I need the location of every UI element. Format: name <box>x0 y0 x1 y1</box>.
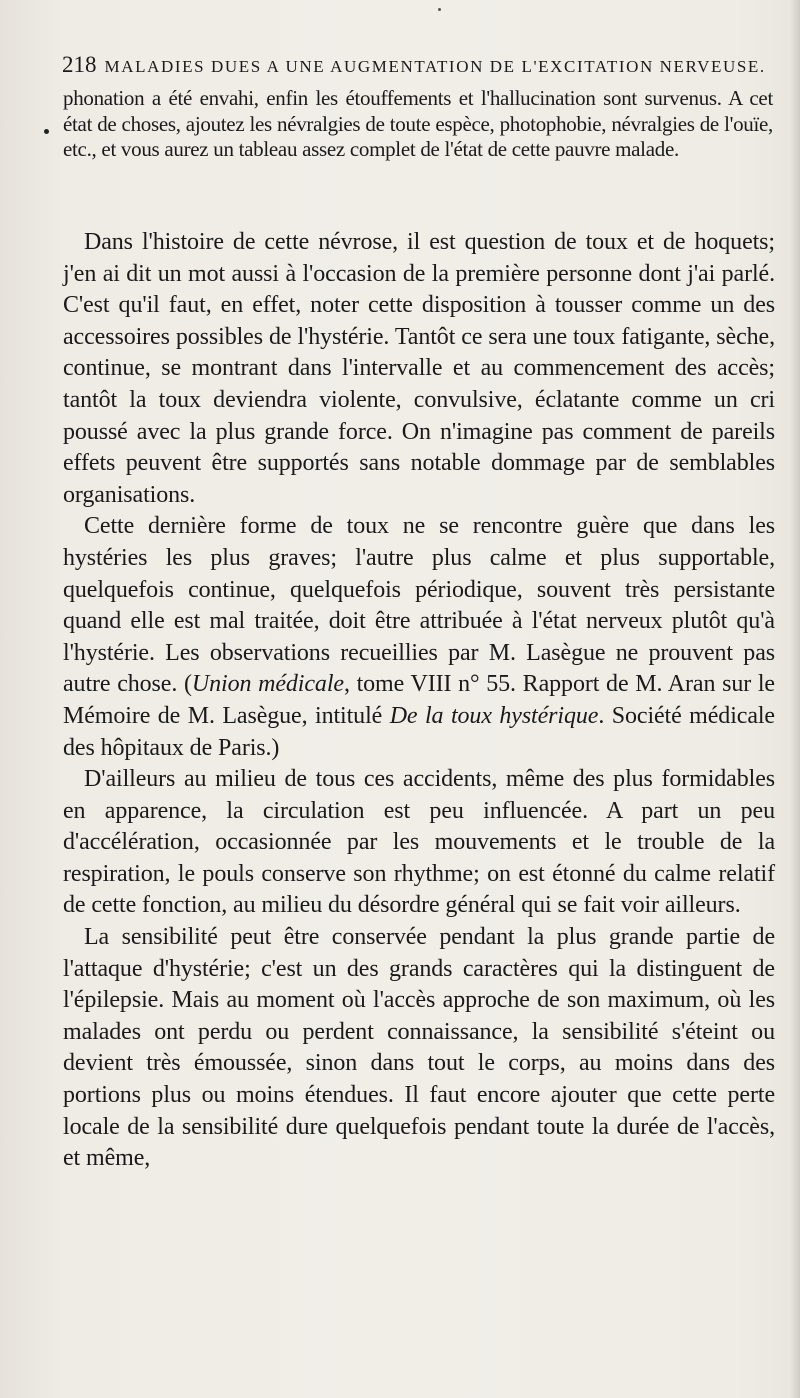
journal-title: Union médicale <box>191 671 344 698</box>
page-number: 218 <box>62 52 97 77</box>
margin-mark <box>44 129 49 134</box>
page-edge-shadow <box>790 0 800 1398</box>
paragraph-sensibilite: La sensibilité peut être conservée pendant la plus grande partie de l'attaque d'hystérie; c'est un des grands caractères qui la distinguent de l'épilepsie. Mais au moment où l'accès approche de son maximum, où les malades ont perdu ou perdent connaissance, la sensibilité s'éteint ou devient très émoussée, sinon dans tout le corps, au moins dans des portions plus ou moins étendues. Il faut encore ajouter que cette perte locale de la sensibilité dure quelquefois pendant toute la durée de l'accès, et même, <box>63 924 775 1172</box>
paragraph-circulation: D'ailleurs au milieu de tous ces accidents, même des plus formidables en apparence, la circulation est peu influencée. A part un peu d'accélération, occasionnée par les mouvements et le trouble de la respiration, le pouls conserve son rhythme; on est étonné du calme relatif de cette fonction, au milieu du désordre général qui se fait voir ailleurs. <box>63 766 775 919</box>
page-header <box>62 52 782 84</box>
running-title: MALADIES DUES A UNE AUGMENTATION DE L'EXCITATION NERVEUSE. <box>104 57 766 76</box>
paragraph-toux: Dans l'histoire de cette névrose, il est question de toux et de hoquets; j'en ai dit un mot aussi à l'occasion de la première personne dont j'ai parlé. C'est qu'il faut, en effet, noter cette disposition à tousser comme un des accessoires possibles de l'hystérie. Tantôt ce sera une toux fatigante, sèche, continue, se montrant dans l'intervalle et au commencement des accès; tantôt la toux deviendra violente, convulsive, éclatante comme un cri poussé avec la plus grande force. On n'imagine pas comment de pareils effets peuvent être supportés sans notable dommage par de semblables organisations. <box>63 229 775 508</box>
print-speck <box>438 8 441 11</box>
paragraph-text: Cette dernière forme de toux ne se rencontre guère que dans les hystéries les plus graves; l'autre plus calme et plus supportable, quelquefois continue, quelquefois périodique, souvent très persistante quand elle est mal traitée, doit être attribuée à l'état nerveux plutôt qu'à l'hystérie. Les observations recueillies par M. Lasègue ne prouvent pas autre chose. ( <box>63 513 775 698</box>
paragraph-forme-toux <box>63 511 775 764</box>
main-text <box>63 227 775 1175</box>
paragraph-text: , tome VIII n° 55. Rapport de M. Aran sur le Mémoire de M. Lasègue, intitulé <box>63 671 775 729</box>
intro-paragraph: phonation a été envahi, enfin les étouffements et l'hallucination sont survenus. A cet état de choses, ajoutez les névralgies de toute espèce, photophobie, névralgies de l'ouïe, etc., et vous aurez un tableau assez complet de l'état de cette pauvre malade. <box>63 86 773 161</box>
memoir-title: De la toux hystérique <box>389 702 599 729</box>
paragraph-text: . Société médicale des hôpitaux de Paris.) <box>63 702 775 761</box>
